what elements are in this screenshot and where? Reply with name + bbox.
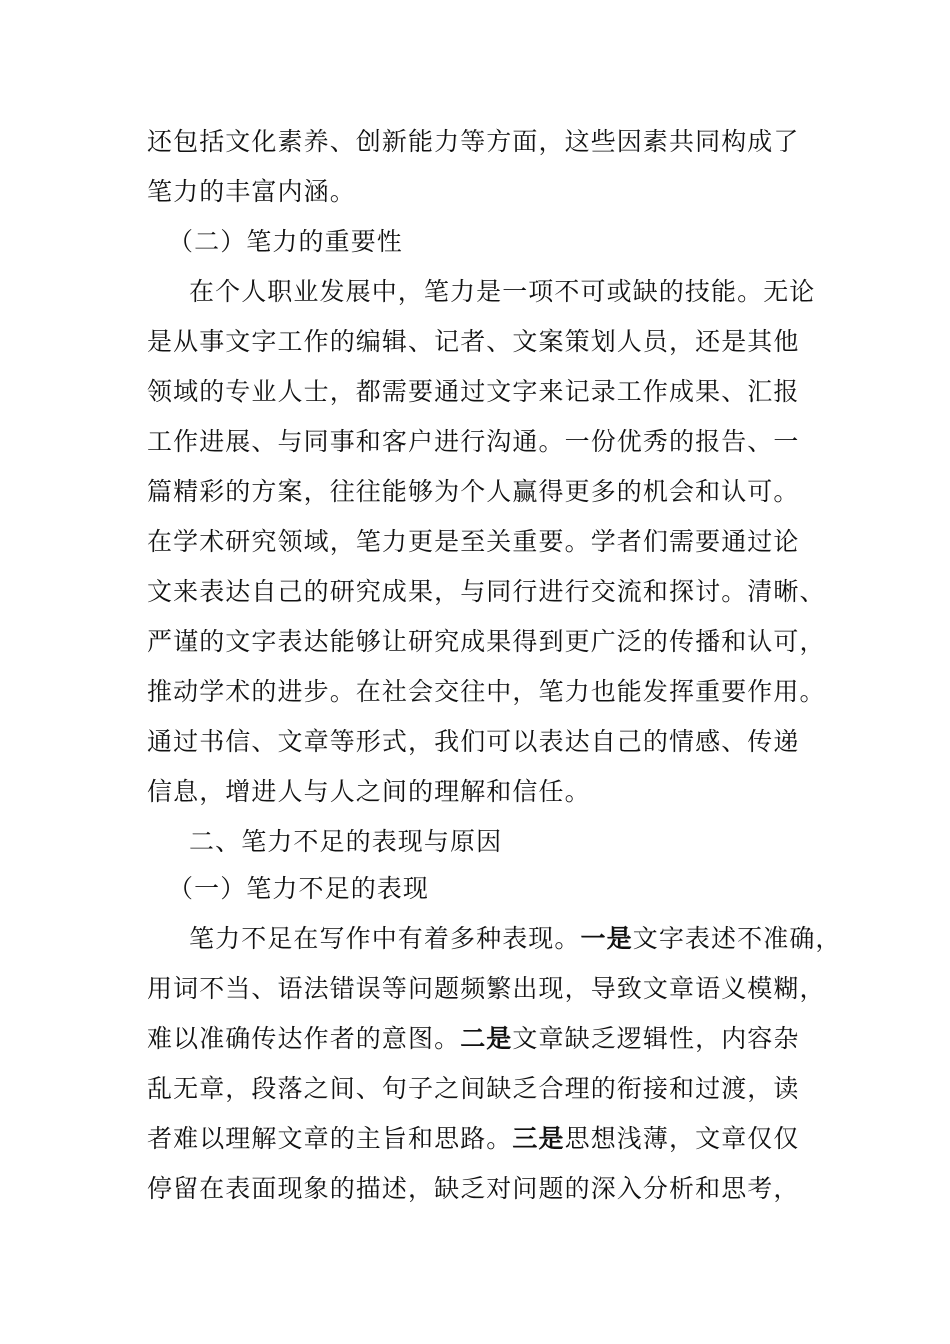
text-segment: 思想浅薄，文章仅仅 — [564, 1124, 800, 1153]
text-line — [147, 1164, 800, 1214]
text-segment: （一）笔力不足的表现 — [168, 874, 430, 903]
text-line — [147, 667, 826, 717]
text-line — [147, 717, 800, 767]
bold-marker: 三是 — [512, 1124, 565, 1153]
text-line — [147, 617, 826, 667]
text-segment: 乱无章，段落之间、句子之间缺乏合理的衔接和过渡，读 — [147, 1074, 800, 1103]
text-line — [147, 117, 800, 167]
text-segment: 推动学术的进步。在社会交往中，笔力也能发挥重要作用。 — [147, 677, 826, 706]
text-line — [147, 467, 800, 517]
section-heading — [168, 217, 403, 267]
text-segment: 通过书信、文章等形式，我们可以表达自己的情感、传递 — [147, 727, 800, 756]
text-segment: 领域的专业人士，都需要通过文字来记录工作成果、汇报 — [147, 377, 800, 406]
text-segment: 信息，增进人与人之间的理解和信任。 — [147, 777, 591, 806]
text-segment: 文章缺乏逻辑性，内容杂 — [512, 1024, 800, 1053]
text-line — [189, 914, 842, 964]
text-segment: （二）笔力的重要性 — [168, 227, 403, 256]
bold-marker: 一是 — [580, 924, 633, 953]
text-segment: 笔力的丰富内涵。 — [147, 177, 356, 206]
text-segment: 文来表达自己的研究成果，与同行进行交流和探讨。清晰、 — [147, 577, 826, 606]
text-line — [189, 817, 502, 867]
text-line — [147, 417, 800, 467]
text-segment: 是从事文字工作的编辑、记者、文案策划人员，还是其他 — [147, 327, 800, 356]
bold-marker: 二是 — [460, 1024, 513, 1053]
text-line — [147, 367, 800, 417]
text-segment: 文字表述不准确， — [632, 924, 842, 953]
text-line — [147, 1114, 800, 1164]
text-line — [147, 317, 800, 367]
text-segment: 在个人职业发展中，笔力是一项不可或缺的技能。无论 — [189, 277, 816, 306]
text-segment: 笔力不足在写作中有着多种表现。 — [189, 924, 581, 953]
text-segment: 还包括文化素养、创新能力等方面，这些因素共同构成了 — [147, 127, 800, 156]
text-line — [147, 517, 800, 567]
text-line — [147, 567, 826, 617]
text-line — [147, 167, 356, 217]
text-segment: 停留在表面现象的描述，缺乏对问题的深入分析和思考， — [147, 1174, 800, 1203]
text-segment: 用词不当、语法错误等问题频繁出现，导致文章语义模糊， — [147, 974, 826, 1003]
text-segment: 严谨的文字表达能够让研究成果得到更广泛的传播和认可， — [147, 627, 826, 656]
text-line — [147, 1064, 800, 1114]
text-segment: 者难以理解文章的主旨和思路。 — [147, 1124, 513, 1153]
text-line — [147, 1014, 800, 1064]
text-line — [147, 964, 826, 1014]
text-segment: 二、笔力不足的表现与原因 — [189, 827, 503, 856]
text-segment: 工作进展、与同事和客户进行沟通。一份优秀的报告、一 — [147, 427, 800, 456]
text-segment: 在学术研究领域，笔力更是至关重要。学者们需要通过论 — [147, 527, 800, 556]
text-line — [147, 767, 591, 817]
section-heading — [168, 864, 429, 914]
text-segment: 篇精彩的方案，往往能够为个人赢得更多的机会和认可。 — [147, 477, 800, 506]
text-line — [189, 267, 815, 317]
text-segment: 难以准确传达作者的意图。 — [147, 1024, 461, 1053]
